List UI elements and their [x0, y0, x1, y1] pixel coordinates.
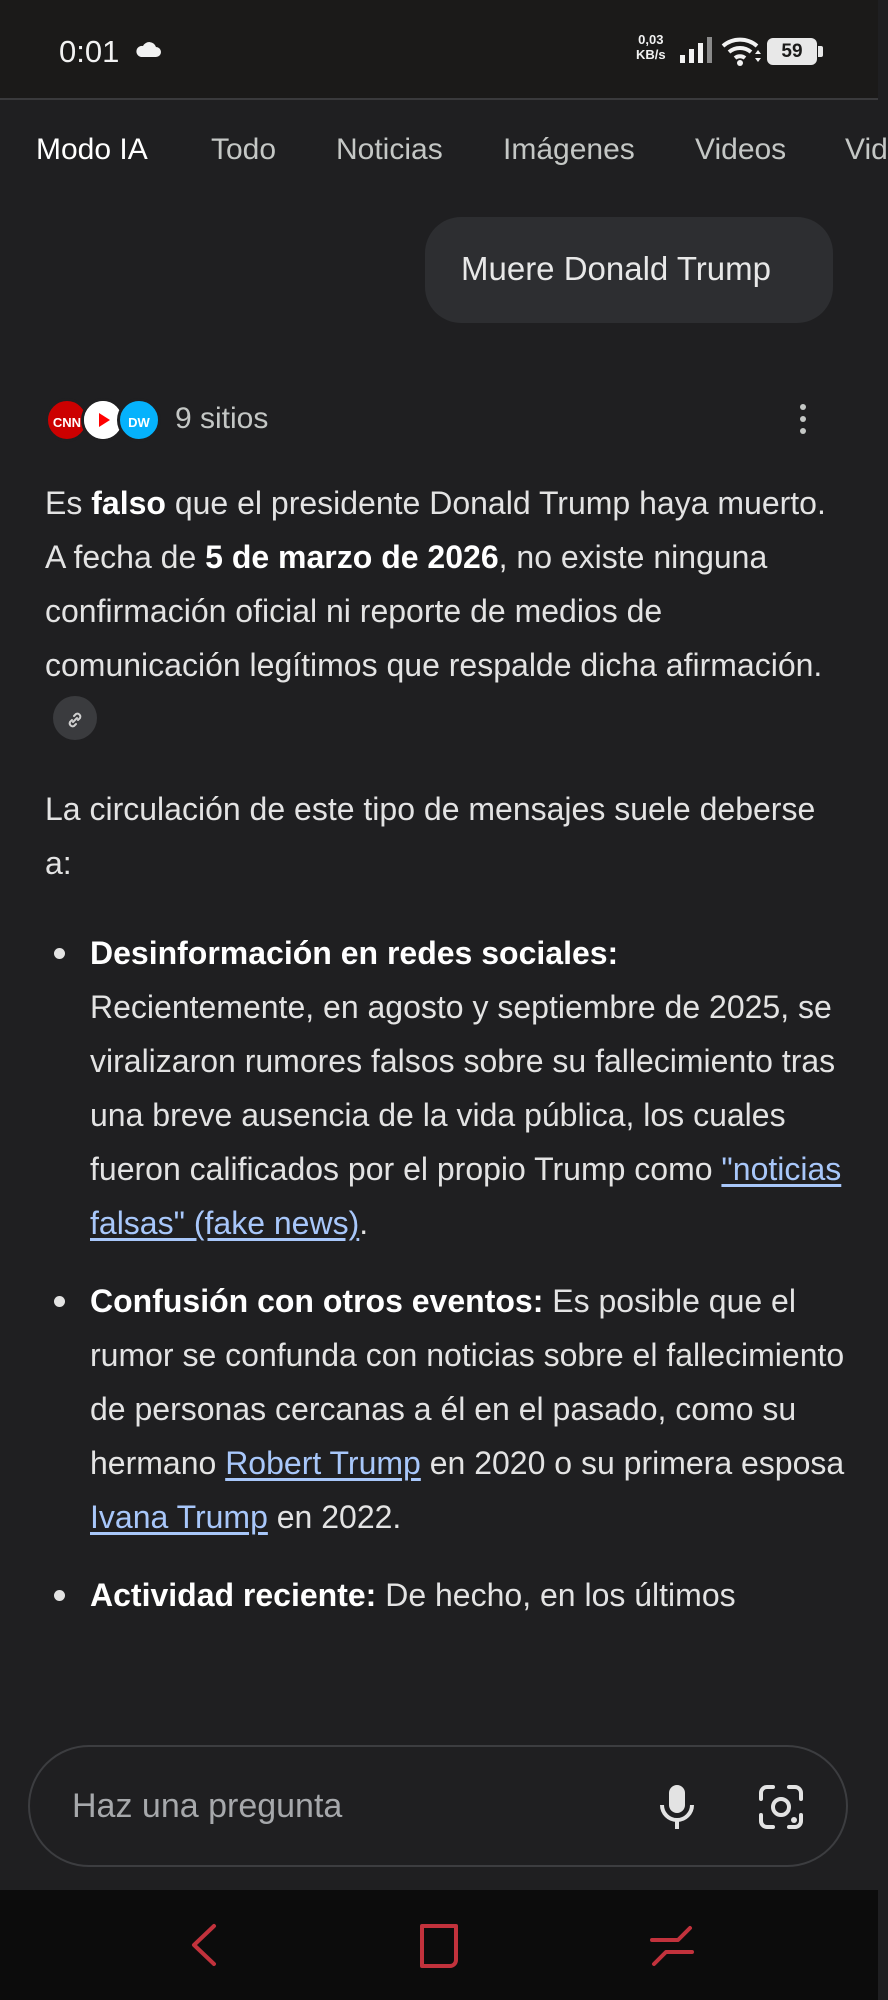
bullet-text: Recientemente, en agosto y septiembre de 2025, se viralizaron rumores falsos sobre su fallecimiento tras una breve ausencia de la vida pública, los cuales fueron calificados por el propio Trump como	[90, 989, 836, 1187]
bullet-text: en 2022.	[267, 1499, 402, 1535]
answer-bold-falso: falso	[91, 485, 166, 521]
ivana-trump-link[interactable]: Ivana Trump	[90, 1499, 268, 1535]
user-query-bubble: Muere Donald Trump	[425, 217, 833, 323]
battery-indicator: 59	[767, 38, 817, 65]
answer-bold-date: 5 de marzo de 2026	[205, 539, 499, 575]
bullet-title: Confusión con otros eventos:	[90, 1283, 544, 1319]
tab-modo-ia[interactable]: Modo IA	[36, 133, 148, 166]
list-item	[45, 1568, 845, 1622]
source-link-chip[interactable]	[53, 696, 97, 740]
tab-noticias[interactable]: Noticias	[336, 133, 443, 166]
link-icon	[65, 710, 85, 730]
google-lens-icon[interactable]	[757, 1783, 805, 1831]
status-time: 0:01	[59, 34, 120, 69]
net-speed	[636, 32, 666, 62]
answer-text: que el presidente Donald Trump haya muerto. A fecha de	[45, 485, 826, 575]
answer-text: Es	[45, 485, 92, 521]
answer-bullet-list	[45, 926, 845, 1622]
ask-input-placeholder[interactable]: Haz una pregunta	[72, 1787, 343, 1825]
list-item	[45, 1274, 845, 1544]
ai-answer	[45, 476, 845, 1646]
bullet-text: Es posible que el rumor se confunda con noticias sobre el fallecimiento de personas cercanas a él en el pasado, como su hermano	[90, 1283, 845, 1481]
bullet-title: Actividad reciente:	[90, 1577, 377, 1613]
net-speed-value: 0,03	[638, 32, 664, 47]
sources-icons[interactable]	[45, 398, 163, 442]
dw-logo-icon: DW	[117, 398, 161, 442]
recents-icon[interactable]	[648, 1920, 696, 1970]
ask-input-bar[interactable]	[28, 1745, 848, 1867]
microphone-icon[interactable]	[655, 1783, 699, 1831]
net-speed-unit: KB/s	[636, 47, 666, 62]
system-navigation-bar	[0, 1890, 878, 2000]
back-icon[interactable]	[186, 1920, 222, 1970]
signal-icon	[680, 37, 712, 63]
scroll-fade	[0, 1705, 878, 1745]
answer-paragraph-1	[45, 476, 845, 746]
home-icon[interactable]	[414, 1920, 462, 1970]
cnn-logo-icon: CNN	[45, 398, 89, 442]
answer-paragraph-2: La circulación de este tipo de mensajes suele deberse a:	[45, 791, 816, 881]
more-options-icon[interactable]	[800, 404, 806, 440]
status-bar	[0, 0, 878, 100]
robert-trump-link[interactable]: Robert Trump	[225, 1445, 421, 1481]
sources-count[interactable]: 9 sitios	[175, 402, 269, 435]
bullet-title: Desinformación en redes sociales:	[90, 935, 619, 971]
answer-text: , no existe ninguna confirmación oficial ni reporte de medios de comunicación legítimos que respalde dicha afirmación.	[45, 539, 823, 683]
tab-videos[interactable]: Videos	[695, 133, 787, 166]
tab-todo[interactable]: Todo	[211, 133, 277, 166]
fake-news-link[interactable]: "noticias falsas" (fake news)	[90, 1151, 842, 1241]
cloud-icon	[134, 40, 162, 58]
bullet-text: en 2020 o su primera esposa	[420, 1445, 845, 1481]
tab-more[interactable]: Vid	[845, 133, 888, 166]
list-item	[45, 926, 845, 1250]
bullet-text: De hecho, en los últimos	[376, 1577, 736, 1613]
wifi-icon	[721, 36, 761, 66]
tab-imagenes[interactable]: Imágenes	[503, 133, 635, 166]
bullet-text: .	[359, 1205, 369, 1241]
